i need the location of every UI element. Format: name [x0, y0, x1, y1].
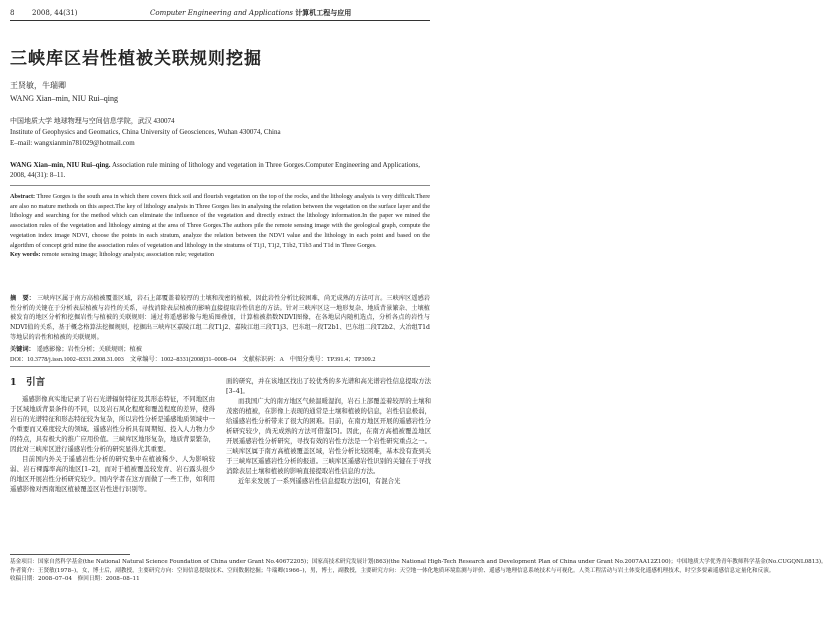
- affiliation: [10, 116, 430, 149]
- abstract-cn: [10, 294, 430, 343]
- footnote-funding: 基金项目：国家自然科学基金(the National Natural Science Foundation of China under Grant No.40672205)；国家高技术研究发展计划(863)(the National High-Tech Research and Development Plan of China under Grant No.2007AA12Z100)；中国地质大学优秀青年教师科学基金(No.CUGQNL0813)。: [10, 559, 827, 565]
- keywords-cn-label: 关键词：: [10, 346, 35, 353]
- abstract-en-text: Three Gorges is the south area in which there covers thick soil and flourish vegetation on the top of the rocks, and the lithology analysis is very difficult.There are also no mature methods on this aspect.The key of lithology analysis in Three Gorges lies in analysing the relation between the vegetation on the surface layer and the lithology and searching for the method which can eliminate the influence of the vegetation and directly extract the lithology information.In the paper we mined the association rules of the vegetation and lithology aiming at the area of Three Gorges.The authors pile the remote sensing image with the geological graph, compute the vegetation index image NDVI, choose the points in each stratum, analyze the relation between the NDVI value and the lithology in each point and based on the algorithm of concept grid mine the association rules of vegetation and lithology in the stratums of T1j1, T1j2, T1b2, T1b3 and T1d in Three Gorges.: [10, 193, 431, 249]
- keywords-cn: [10, 344, 142, 353]
- running-header: [10, 6, 430, 21]
- body-column-left: [10, 376, 215, 494]
- doi-line: DOI：10.3778/j.issn.1002–8331.2008.31.003 文章编号：1002–8331(2008)31–0008–04 文献标识码：A 中图分类号：TP391.4；TP309.2: [10, 356, 376, 363]
- authors-cn: 王贤敏，牛瑞卿: [10, 81, 66, 90]
- body-column-right: [226, 376, 431, 486]
- body-paragraph: 近年来发展了一系列遥感岩性信息提取方法[6]，有混合光: [238, 477, 401, 485]
- body-paragraph: 遥感影像真实地记录了岩石光谱辐射特征及其形态特征，不同地区由于区域地质背景条件的不同，以及岩石风化程度和覆盖程度的差异，使得岩石的光谱特征和形态特征较为复杂，所以岩性分析是遥感地质领域中一个重要而又难度较大的领域。遥感岩性分析具有周期短、投入人力物力少的特点，具有极大的推广应用价值。三峡库区地形复杂，地质背景繁杂，因此对三峡库区进行遥感岩性分析的研究显得尤其重要。: [10, 395, 215, 453]
- keywords-cn-text: 遥感影像；岩性分析；关联规则；植被: [36, 346, 142, 353]
- citation-text: Association rule mining of lithology and vegetation in Three Gorges.Computer Engineering and Applications, 2008, 44(31): 8–11.: [10, 161, 421, 179]
- journal-name-en: Computer Engineering and Applications: [150, 9, 293, 17]
- divider-bottom: [10, 366, 430, 367]
- section-heading: 1 引言: [10, 377, 46, 388]
- affiliation-cn: 中国地质大学 地球物理与空间信息学院，武汉 430074: [10, 117, 175, 125]
- keywords-en-text: remote sensing image; lithology analysis; association rule; vegetation: [41, 251, 214, 259]
- journal-name: [150, 6, 351, 20]
- volume-info: 2008, 44(31): [32, 9, 78, 17]
- footnotes: [10, 558, 827, 584]
- body-paragraph: 而我国广大的南方地区气候温暖湿润，岩石上部覆盖着较厚的土壤和茂密的植被，在影像上表现的通常是土壤和植被的信息，岩性信息极弱，给遥感岩性分析带来了很大的困难。目前，在南方地区开展的遥感岩性分析研究较少，尚无成熟的方法可借鉴[5]。因此，在南方高植被覆盖地区开展遥感岩性分析研究，寻找有效的岩性方法是一个岩性研究重点之一。三峡库区属于南方高植被覆盖区域，岩性分析比较困难，基本没有查到关于三峡库区遥感岩性分析的报道。三峡库区遥感岩性识别的关键在于寻找消除表层土壤和植被的影响直接提取岩性信息的方法。: [226, 397, 431, 475]
- authors-en: WANG Xian–min, NIU Rui–qing: [10, 94, 118, 103]
- keywords-en-label: Key words:: [10, 251, 41, 259]
- footnote-dates: 收稿日期：2008–07–04 修回日期：2008–08–11: [10, 576, 140, 583]
- citation: [10, 160, 428, 180]
- body-paragraph: 面的研究，并在该地区找出了较优秀的多光谱和高光谱岩性信息提取方法[3–4]。: [226, 377, 431, 395]
- page-number: 8: [10, 9, 15, 17]
- footnote-author-bio: 作者简介：王贤敏(1978–)，女，博士后，副教授，主要研究方向：空间信息提取技术、空间数据挖掘；牛瑞卿(1966–)，男，博士，副教授，主要研究方向：天空地一体化地质环境监测与评价、遥感与地理信息系统技术与可视化。人类工程活动与岩土体变化遥感机理技术，时空多要素遥感信息定量化和反演。: [10, 567, 775, 574]
- body-paragraph: 目前国内外关于遥感岩性分析的研究集中在植被稀少、人为影响较弱、岩石裸露率高的地区[1–2]，而对于植被覆盖较发育、岩石露头很少的地区开展岩性分析研究较少。国内学者在这方面做了一些工作，如利用遥感影像对西南地区植被覆盖区岩性进行识别等。: [10, 455, 215, 493]
- citation-label: WANG Xian–min, NIU Rui–qing.: [10, 161, 111, 169]
- abstract-en: [10, 192, 430, 260]
- abstract-cn-text: 三峡库区属于南方高植被覆盖区域，岩石上部覆盖着较厚的土壤和茂密的植被，因此岩性分析比较困难，尚无成熟的方法可言。三峡库区遥感岩性分析的关键在于分析表层植被与岩性的关系，寻找消除表层植被的影响直接提取岩性信息的方法。针对三峡库区这一地形复杂、地质背景繁杂、土壤植被发育的地区分析和挖掘岩性与植被的关联规则：通过将遥感影像与地质图叠加，计算植被指数NDVI图像，在各地层内随机选点，分析各点的岩性与NDVI值的关系，基于概念格算法挖掘规则，挖掘出三峡库区嘉陵江组二段T1j2、嘉陵江组三段T1j3、巴东组一段T2b1、巴东组二段T2b2、大冶组T1d等地层的岩性和植被的关联规则。: [10, 295, 431, 341]
- author-email: E–mail: wangxianmin781029@hotmail.com: [10, 139, 135, 147]
- abstract-en-label: Abstract:: [10, 193, 36, 200]
- journal-name-cn: 计算机工程与应用: [295, 8, 352, 17]
- abstract-cn-label: 摘 要：: [10, 295, 35, 302]
- footnote-divider: [10, 554, 130, 555]
- divider-top: [10, 185, 430, 186]
- affiliation-en: Institute of Geophysics and Geomatics, China University of Geosciences, Wuhan 430074, China: [10, 128, 281, 136]
- paper-title: 三峡库区岩性植被关联规则挖掘: [10, 49, 262, 69]
